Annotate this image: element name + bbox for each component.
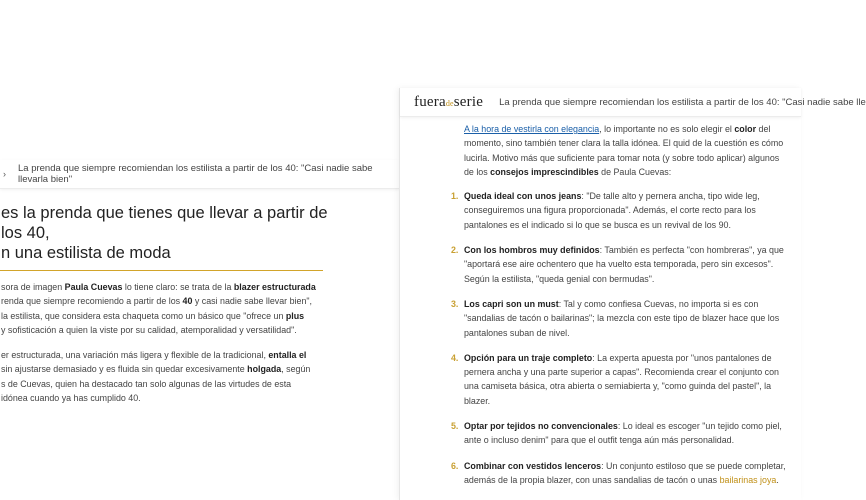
left-paragraph-2: er estructurada, una variación más ligera y flexible de la tradicional, entalla el sin ajustarse demasiado y es fluida sin quedar excesivamente holgada, según s de Cuevas, quien ha destacado tan solo algunas de las virtudes de esta idónea cuando ya has cumplido 40. <box>1 350 311 404</box>
title-line-1: es la prenda que tienes que llevar a partir de los 40, <box>1 204 328 242</box>
intro-paragraph: A la hora de vestirla con elegancia, lo importante no es solo elegir el color del momento, sino también tener clara la talla idónea. El quid de la cuestión es cómo lucirla. Motivo más que suficiente para tomar nota (y sobre todo aplicar) algunos de los consejos imprescindibles de Paula Cuevas: <box>464 124 784 177</box>
list-item: 1. Queda ideal con unos jeans: "De talle alto y pernera ancha, tipo wide leg, conseguiremos una figura proporcionada". Además, el corte recto para los pantalones es el indicado si lo que se busca es un revival de los 90. <box>451 191 760 230</box>
elegance-link[interactable]: A la hora de vestirla con elegancia <box>464 124 600 134</box>
article-body <box>400 117 787 487</box>
tips-list <box>451 189 787 487</box>
title-line-2: n una estilista de moda <box>1 244 171 262</box>
left-paragraph-1: sora de imagen Paula Cuevas lo tiene claro: se trata de la blazer estructurada renda que siempre recomiendo a partir de los 40 y casi nadie sabe llevar bien", la estilista, que considera esta chaqueta como un básico que "ofrece un plus y sofisticación a quien la viste por su calidad, atemporalidad y versatilidad". <box>1 282 316 335</box>
left-article-title <box>0 203 331 263</box>
right-sticky-header <box>400 88 866 117</box>
chevron-icon: › <box>3 169 6 179</box>
bailarinas-joya-link[interactable]: bailarinas joya <box>719 474 777 485</box>
left-article-page <box>0 160 400 500</box>
list-item: 6. Combinar con vestidos lenceros: Un conjunto estiloso que se puede completar, además de la propia blazer, con unas sandalias de tacón o unas bailarinas joya. <box>451 460 786 485</box>
left-sticky-header <box>0 160 400 189</box>
list-item: 4. Opción para un traje completo: La experta apuesta por "unos pantalones de pernera ancha y una parte superior a capas". Recomienda crear el conjunto con una camiseta básica, otra abierta o semiabierta y, "como guinda del pastel", la blazer. <box>451 352 779 406</box>
title-divider <box>0 270 323 271</box>
left-header-headline: La prenda que siempre recomiendan los estilista a partir de los 40: "Casi nadie sabe llevarla bien" <box>18 163 373 185</box>
bold-name: Paula Cuevas <box>64 282 123 292</box>
site-logo[interactable]: fueradeserie <box>414 93 484 110</box>
list-item: 5. Optar por tejidos no convencionales: Lo ideal es escoger "un tejido como piel, ante o incluso denim" para que el outfit tenga aún más personalidad. <box>451 421 782 446</box>
right-article-page <box>399 88 866 500</box>
list-item: 2. Con los hombros muy definidos: También es perfecta "con hombreras", ya que "aportará ese aire ochentero que ha vuelto esta temporada, pero sin excesos". Según la estilista, "queda genial con bermudas". <box>451 245 784 284</box>
right-header-headline: La prenda que siempre recomiendan los estilista a partir de los 40: "Casi nadie sabe lle <box>499 96 866 108</box>
list-item: 3. Los capri son un must: Tal y como confiesa Cuevas, no importa si es con "sandalias de tacón o bailarinas"; la mezcla con este tipo de blazer hace que los pantalones suban de nivel. <box>451 298 780 338</box>
